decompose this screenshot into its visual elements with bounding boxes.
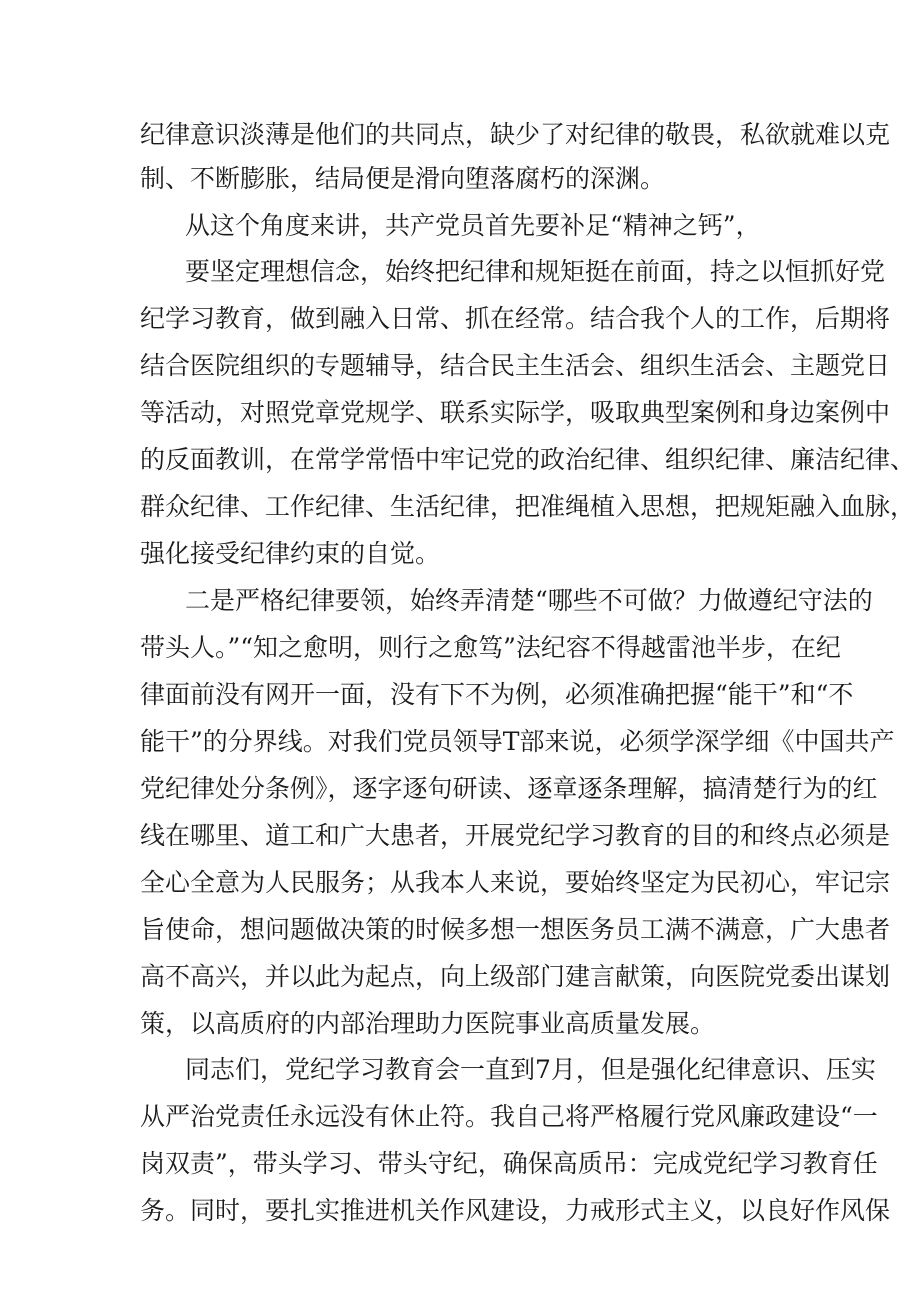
text-line: 能干”的分界线。对我们党员领导T部来说，必须学深学细《中国共产 <box>140 727 895 756</box>
text-line: 高不高兴，并以此为起点，向上级部门建言献策，向医院党委出谋划 <box>140 962 891 991</box>
text-line: 线在哪里、道工和广大患者，开展党纪学习教育的目的和终点必须是 <box>140 821 891 850</box>
text-line: 二是严格纪律要领，始终弄清楚“哪些不可做？力做遵纪守法的 <box>185 586 873 615</box>
text-line: 同志们，党纪学习教育会一直到7月，但是强化纪律意识、压实 <box>185 1055 876 1084</box>
text-line: 岗双责”，带头学习、带头守纪，确保高质吊：完成党纪学习教育任 <box>140 1149 878 1178</box>
text-line: 党纪律处分条例》，逐字逐句研读、逐章逐条理解，搞清楚行为的红 <box>140 774 878 803</box>
text-line: 从严治党责任永远没有休止符。我自己将严格履行党风廉政建设“一 <box>140 1102 878 1131</box>
text-line: 律面前没有网开一面，没有下不为例，必须准确把握“能干”和“不 <box>140 680 854 709</box>
text-line: 强化接受纪律约束的自觉。 <box>140 539 441 568</box>
text-line: 结合医院组织的专题辅导，结合民主生活会、组织生活会、主题党日 <box>140 351 891 380</box>
text-line: 纪学习教育，做到融入日常、抓在经常。结合我个人的工作，后期将 <box>140 304 891 333</box>
text-line: 要坚定理想信念，始终把纪律和规矩挺在前面，持之以恒抓好党 <box>185 257 886 286</box>
text-line: 旨使命，想问题做决策的时候多想一想医务员工满不满意，广大患者 <box>140 915 891 944</box>
text-line: 群众纪律、工作纪律、生活纪律，把准绳植入思想，把规矩融入血脉， <box>140 492 916 521</box>
text-line: 带头人。”“知之愈明，则行之愈笃”法纪容不得越雷池半步，在纪 <box>140 633 841 662</box>
text-line: 等活动，对照党章党规学、联系实际学，吸取典型案例和身边案例中 <box>140 398 891 427</box>
text-line: 从这个角度来讲，共产党员首先要补足“精神之钙”， <box>185 211 761 240</box>
text-line: 的反面教训，在常学常悟中牢记党的政治纪律、组织纪律、廉洁纪律、 <box>140 445 916 474</box>
text-line: 纪律意识淡薄是他们的共同点，缺少了对纪律的敬畏，私欲就难以克 <box>140 120 891 149</box>
text-line: 策，以高质府的内部治理助力医院事业高质量发展。 <box>140 1009 716 1038</box>
text-line: 务。同时，要扎实推进机关作风建设，力戒形式主义，以良好作风保 <box>140 1196 891 1225</box>
text-line: 制、不断膨胀，结局便是滑向堕落腐朽的深渊。 <box>140 164 666 193</box>
text-line: 全心全意为人民服务；从我本人来说，要始终坚定为民初心，牢记宗 <box>140 868 891 897</box>
